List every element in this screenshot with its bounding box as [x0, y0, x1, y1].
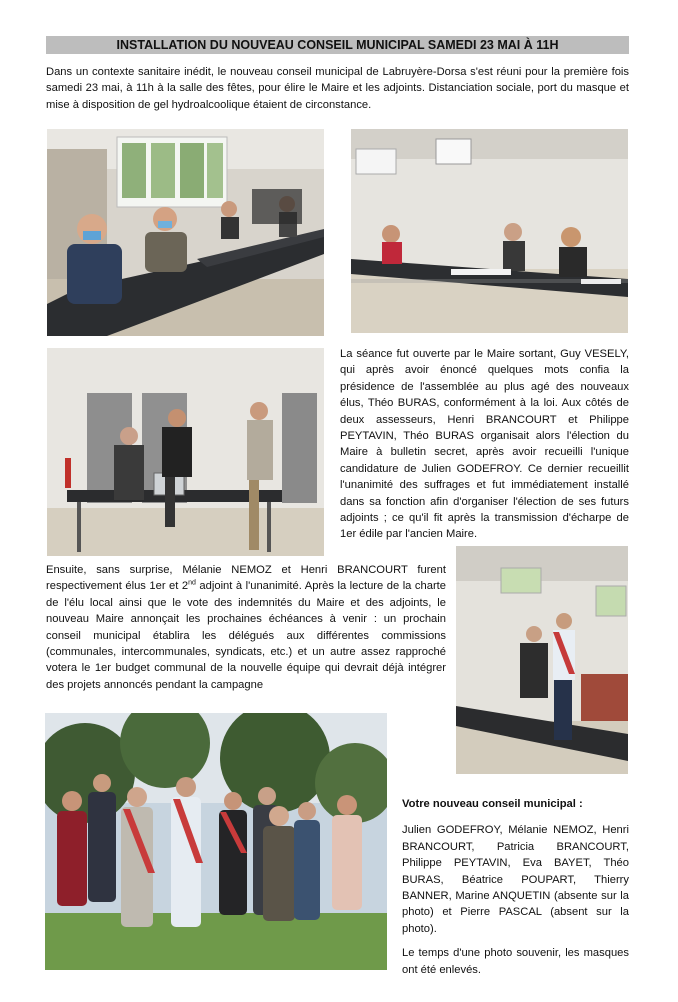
deputies-paragraph: Ensuite, sans surprise, Mélanie NEMOZ et Henri BRANCOURT furent respectivement élus 1er et 2nd adjoint à l'unanimité. Après la lecture de la charte de l'élu local ainsi que le vote des indemnités du Maire et des adjoints, le nouveau Maire annonçait les prochaines échéances à venir : un prochain conseil municipal établira les délégués aux différentes commissions (communales, intercommunales, syndicats, etc.) et un autre assez rapproché votera le 1er budget communal de la nouvelle équipe qui devrait déjà intégrer des projets annoncés pendant la campagne [46, 564, 446, 691]
article-title: INSTALLATION DU NOUVEAU CONSEIL MUNICIPAL SAMEDI 23 MAI À 11H [46, 36, 629, 54]
session-paragraph: La séance fut ouverte par le Maire sortant, Guy VESELY, qui après avoir énoncé quelques mots confia la présidence de l'assemblée au plus agé des nouveaux élus, Théo BURAS, conformément à la loi. Aux côtés de deux assesseurs, Henri BRANCOURT et Philippe PEYTAVIN, Théo BURAS organisait alors l'élection du Maire à bulletin secret, après avoir recueilli l'unique candidature de Julien GODEFROY. Ce dernier recueillit l'unanimité des suffrages et fut immédiatement installé dans sa fonction afin d'organiser l'élection de ses futurs adjoints ; ce qu'il fit après la transmission d'écharpe de 1er édile par l'ancien Maire. [340, 348, 629, 541]
photo-group-souvenir [45, 713, 387, 970]
photo-note: Le temps d'une photo souvenir, les masques ont été enlevés. [402, 947, 629, 976]
photo-council-table [351, 129, 628, 333]
intro-paragraph: Dans un contexte sanitaire inédit, le nouveau conseil municipal de Labruyère-Dorsa s'est réuni pour la première fois samedi 23 mai, à 11h à la salle des fêtes, pour élire le Maire et les adjoints. Distanciation sociale, port du masque et mise à disposition de gel hydroalcoolique étaient de circonstance. [46, 66, 629, 111]
members-list: Julien GODEFROY, Mélanie NEMOZ, Henri BRANCOURT, Patricia BRANCOURT, Philippe PEYTAVIN, Eva BAYET, Théo BURAS, Béatrice POUPART, Thierry BANNER, Marine ANQUETIN (absente sur la photo) et Pierre PASCAL (absent sur la photo). [402, 824, 629, 935]
members-title: Votre nouveau conseil municipal : [402, 798, 583, 810]
photo-election-ballot [47, 348, 324, 556]
photo-council-seated [47, 129, 324, 336]
members-block [402, 796, 629, 978]
photo-mayor-sash [456, 546, 628, 774]
